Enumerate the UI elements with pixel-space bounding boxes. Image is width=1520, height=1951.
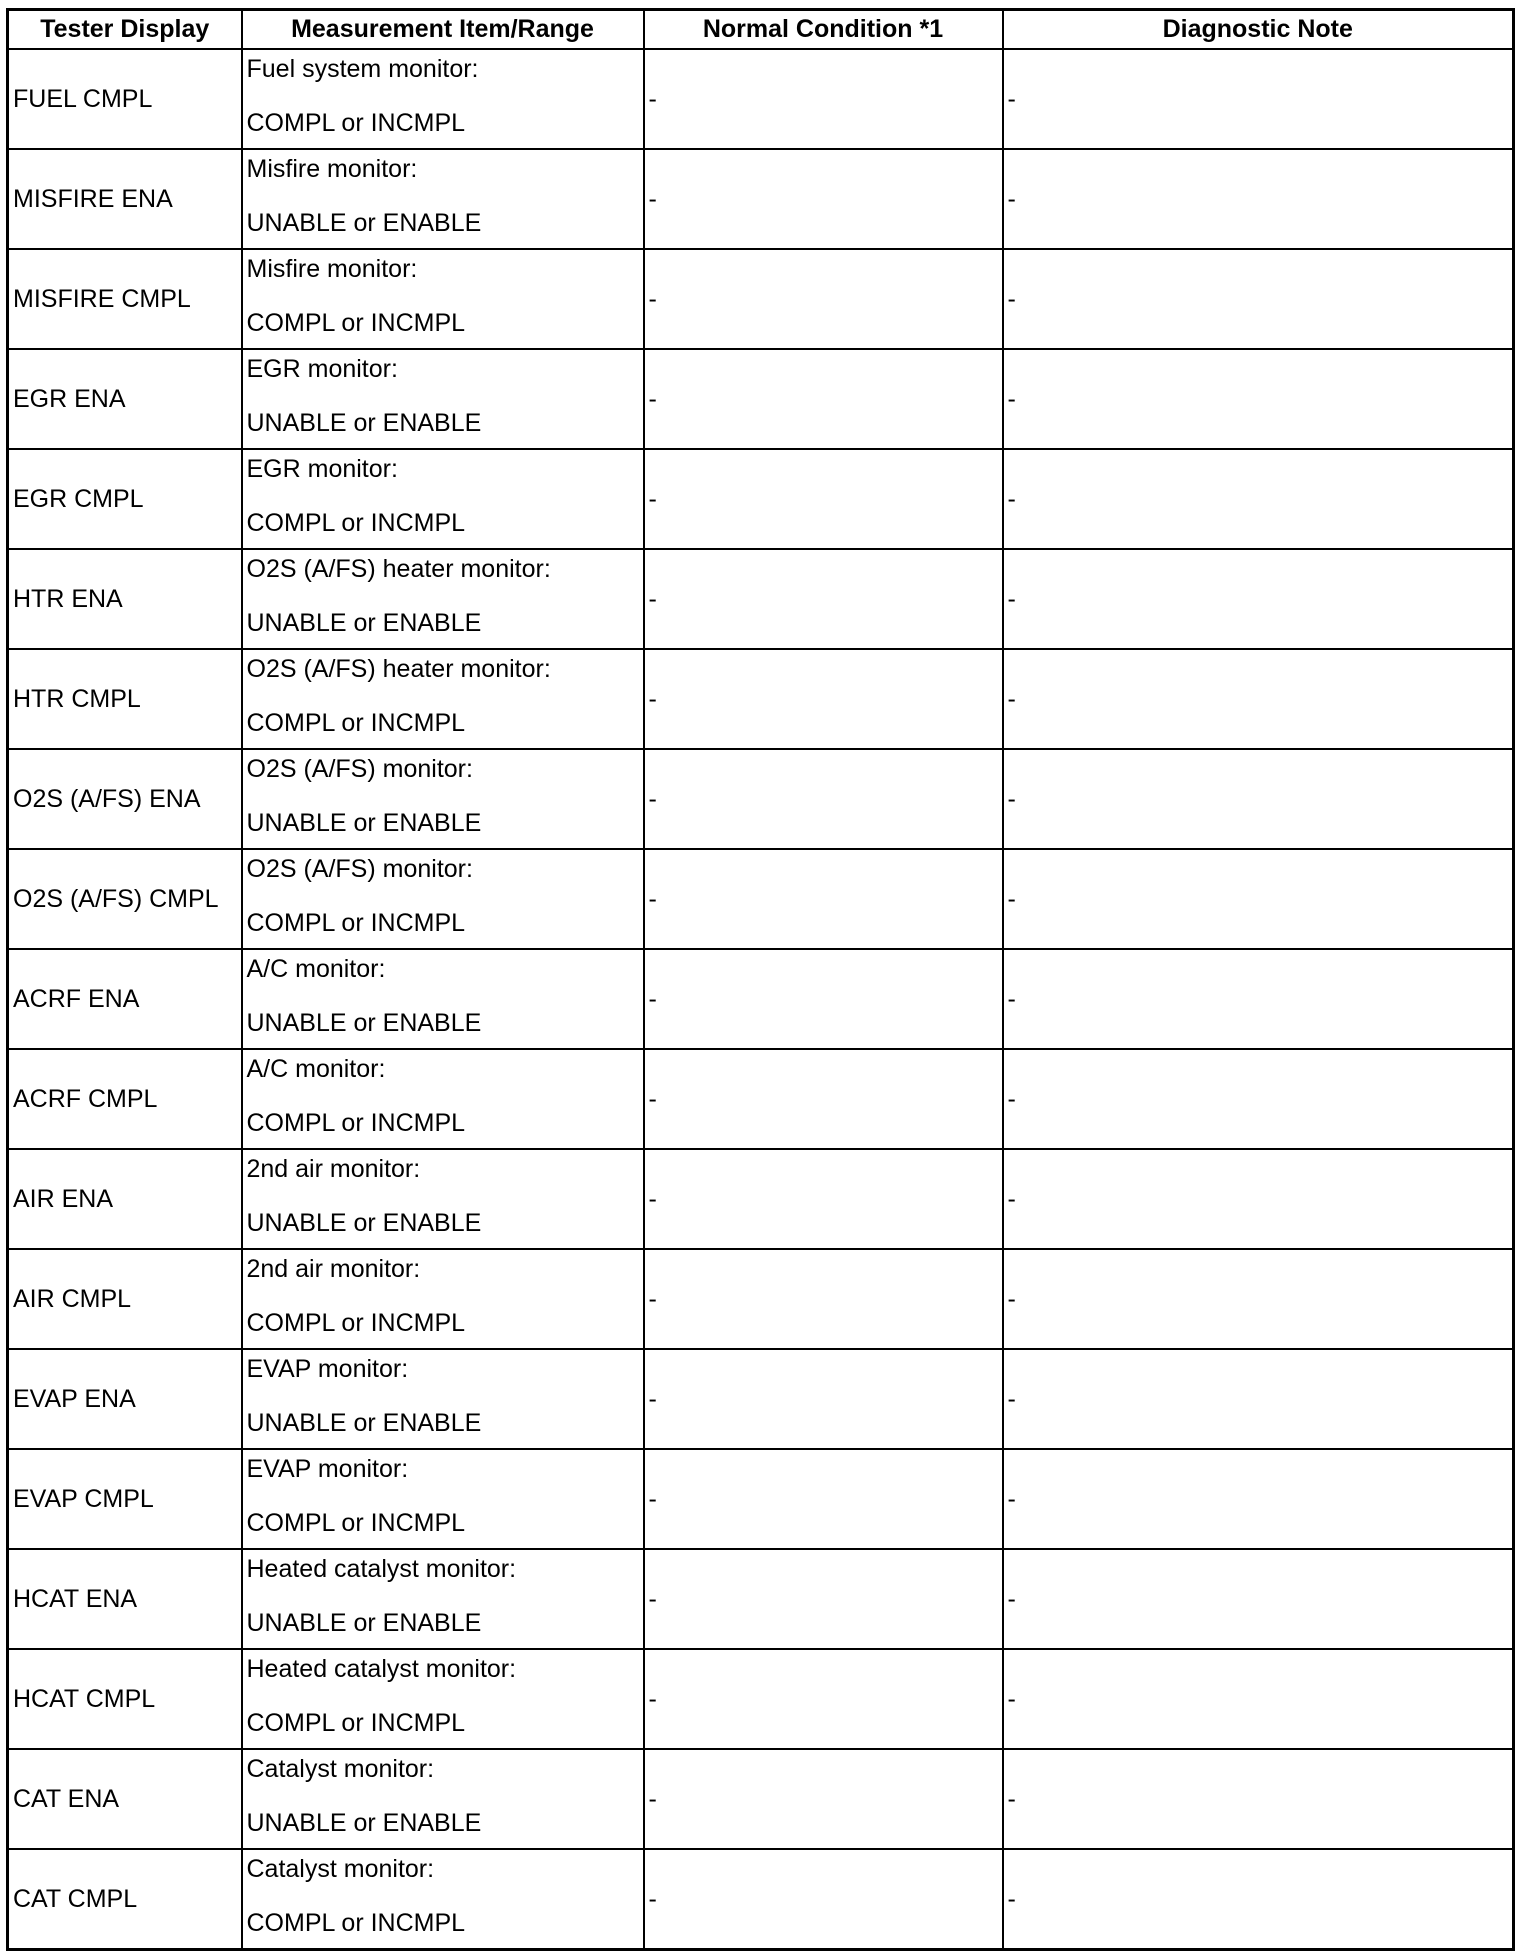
measurement-range-values: COMPL or INCMPL: [246, 1509, 466, 1537]
table-row: [8, 149, 1514, 249]
table-body: [8, 49, 1514, 1950]
measurement-item-cell: [242, 1649, 644, 1749]
measurement-item-cell: [242, 749, 644, 849]
diagnostic-note-cell: -: [1003, 1149, 1514, 1249]
measurement-item-cell: [242, 149, 644, 249]
table-header: [8, 10, 1514, 50]
normal-condition-cell: -: [644, 1749, 1003, 1849]
table-row: [8, 749, 1514, 849]
monitor-status-table: [6, 8, 1515, 1951]
tester-display-cell: HCAT CMPL: [8, 1649, 242, 1749]
diagnostic-note-cell: -: [1003, 949, 1514, 1049]
header-row: [8, 10, 1514, 50]
tester-display-cell: MISFIRE ENA: [8, 149, 242, 249]
table-row: [8, 849, 1514, 949]
normal-condition-cell: -: [644, 549, 1003, 649]
measurement-range-values: UNABLE or ENABLE: [246, 209, 482, 237]
diagnostic-note-cell: -: [1003, 1049, 1514, 1149]
measurement-item-label: Catalyst monitor:: [246, 1855, 435, 1883]
diagnostic-note-cell: -: [1003, 149, 1514, 249]
tester-display-cell: HTR ENA: [8, 549, 242, 649]
measurement-item-cell: [242, 349, 644, 449]
measurement-range-values: UNABLE or ENABLE: [246, 409, 482, 437]
measurement-range-values: COMPL or INCMPL: [246, 109, 466, 137]
diagnostic-note-cell: -: [1003, 1349, 1514, 1449]
tester-display-cell: EGR CMPL: [8, 449, 242, 549]
measurement-item-label: O2S (A/FS) heater monitor:: [246, 555, 551, 583]
diagnostic-note-cell: -: [1003, 849, 1514, 949]
tester-display-cell: ACRF CMPL: [8, 1049, 242, 1149]
tester-display-cell: AIR ENA: [8, 1149, 242, 1249]
measurement-range-values: UNABLE or ENABLE: [246, 1009, 482, 1037]
table-row: [8, 1749, 1514, 1849]
tester-display-cell: MISFIRE CMPL: [8, 249, 242, 349]
table-row: [8, 1349, 1514, 1449]
tester-display-cell: EVAP CMPL: [8, 1449, 242, 1549]
measurement-range-values: UNABLE or ENABLE: [246, 1209, 482, 1237]
measurement-item-label: Heated catalyst monitor:: [246, 1655, 517, 1683]
measurement-range-values: UNABLE or ENABLE: [246, 1609, 482, 1637]
diagnostic-note-cell: -: [1003, 249, 1514, 349]
diagnostic-note-cell: -: [1003, 1249, 1514, 1349]
normal-condition-cell: -: [644, 1349, 1003, 1449]
measurement-range-values: COMPL or INCMPL: [246, 509, 466, 537]
measurement-item-label: EGR monitor:: [246, 355, 398, 383]
table-row: [8, 1649, 1514, 1749]
diagnostic-note-cell: -: [1003, 1549, 1514, 1649]
diagnostic-note-cell: -: [1003, 1649, 1514, 1749]
measurement-item-label: 2nd air monitor:: [246, 1155, 421, 1183]
diagnostic-note-cell: -: [1003, 1849, 1514, 1950]
diagnostic-note-cell: -: [1003, 549, 1514, 649]
measurement-range-values: COMPL or INCMPL: [246, 709, 466, 737]
normal-condition-cell: -: [644, 649, 1003, 749]
normal-condition-cell: -: [644, 149, 1003, 249]
measurement-item-cell: [242, 249, 644, 349]
measurement-item-label: Misfire monitor:: [246, 255, 418, 283]
measurement-item-cell: [242, 1849, 644, 1950]
header-tester-display: Tester Display: [8, 10, 242, 50]
tester-display-cell: FUEL CMPL: [8, 49, 242, 149]
tester-display-cell: EVAP ENA: [8, 1349, 242, 1449]
diagnostic-note-cell: -: [1003, 1749, 1514, 1849]
normal-condition-cell: -: [644, 1449, 1003, 1549]
normal-condition-cell: -: [644, 449, 1003, 549]
normal-condition-cell: -: [644, 349, 1003, 449]
measurement-item-cell: [242, 849, 644, 949]
normal-condition-cell: -: [644, 749, 1003, 849]
table-row: [8, 949, 1514, 1049]
measurement-item-label: Catalyst monitor:: [246, 1755, 435, 1783]
measurement-item-label: A/C monitor:: [246, 1055, 386, 1083]
normal-condition-cell: -: [644, 1249, 1003, 1349]
tester-display-cell: O2S (A/FS) CMPL: [8, 849, 242, 949]
header-measurement-item: Measurement Item/Range: [242, 10, 644, 50]
measurement-item-cell: [242, 949, 644, 1049]
header-normal-condition: Normal Condition *1: [644, 10, 1003, 50]
measurement-range-values: UNABLE or ENABLE: [246, 1809, 482, 1837]
measurement-range-values: COMPL or INCMPL: [246, 309, 466, 337]
table-row: [8, 249, 1514, 349]
measurement-range-values: COMPL or INCMPL: [246, 1909, 466, 1937]
measurement-item-cell: [242, 549, 644, 649]
measurement-item-cell: [242, 1049, 644, 1149]
normal-condition-cell: -: [644, 1549, 1003, 1649]
diagnostic-note-cell: -: [1003, 349, 1514, 449]
measurement-item-label: 2nd air monitor:: [246, 1255, 421, 1283]
measurement-item-cell: [242, 1149, 644, 1249]
measurement-range-values: COMPL or INCMPL: [246, 1309, 466, 1337]
tester-display-cell: CAT ENA: [8, 1749, 242, 1849]
diagnostic-note-cell: -: [1003, 649, 1514, 749]
measurement-range-values: UNABLE or ENABLE: [246, 609, 482, 637]
measurement-item-label: O2S (A/FS) heater monitor:: [246, 655, 551, 683]
measurement-item-cell: [242, 1249, 644, 1349]
table-row: [8, 449, 1514, 549]
table-row: [8, 49, 1514, 149]
diagnostic-note-cell: -: [1003, 49, 1514, 149]
measurement-range-values: UNABLE or ENABLE: [246, 1409, 482, 1437]
table-row: [8, 1449, 1514, 1549]
table-row: [8, 1049, 1514, 1149]
tester-display-cell: CAT CMPL: [8, 1849, 242, 1950]
diagnostic-note-cell: -: [1003, 749, 1514, 849]
table-row: [8, 1549, 1514, 1649]
normal-condition-cell: -: [644, 1049, 1003, 1149]
measurement-item-label: EGR monitor:: [246, 455, 398, 483]
tester-display-cell: HTR CMPL: [8, 649, 242, 749]
measurement-range-values: COMPL or INCMPL: [246, 1709, 466, 1737]
tester-display-cell: EGR ENA: [8, 349, 242, 449]
table-row: [8, 1149, 1514, 1249]
normal-condition-cell: -: [644, 849, 1003, 949]
measurement-range-values: COMPL or INCMPL: [246, 1109, 466, 1137]
measurement-item-label: Misfire monitor:: [246, 155, 418, 183]
measurement-item-cell: [242, 1549, 644, 1649]
normal-condition-cell: -: [644, 949, 1003, 1049]
measurement-item-label: Heated catalyst monitor:: [246, 1555, 517, 1583]
tester-display-cell: O2S (A/FS) ENA: [8, 749, 242, 849]
normal-condition-cell: -: [644, 1649, 1003, 1749]
measurement-item-label: EVAP monitor:: [246, 1455, 409, 1483]
measurement-item-label: A/C monitor:: [246, 955, 386, 983]
measurement-item-label: O2S (A/FS) monitor:: [246, 755, 473, 783]
measurement-item-cell: [242, 1449, 644, 1549]
measurement-item-cell: [242, 1349, 644, 1449]
normal-condition-cell: -: [644, 1849, 1003, 1950]
tester-display-cell: AIR CMPL: [8, 1249, 242, 1349]
diagnostic-note-cell: -: [1003, 449, 1514, 549]
measurement-item-cell: [242, 1749, 644, 1849]
normal-condition-cell: -: [644, 249, 1003, 349]
tester-display-cell: HCAT ENA: [8, 1549, 242, 1649]
tester-display-cell: ACRF ENA: [8, 949, 242, 1049]
measurement-item-label: Fuel system monitor:: [246, 55, 479, 83]
normal-condition-cell: -: [644, 49, 1003, 149]
measurement-item-label: O2S (A/FS) monitor:: [246, 855, 473, 883]
monitor-status-table-container: [6, 8, 1512, 1951]
normal-condition-cell: -: [644, 1149, 1003, 1249]
table-row: [8, 349, 1514, 449]
measurement-range-values: UNABLE or ENABLE: [246, 809, 482, 837]
measurement-item-cell: [242, 449, 644, 549]
measurement-item-cell: [242, 49, 644, 149]
measurement-item-label: EVAP monitor:: [246, 1355, 409, 1383]
diagnostic-note-cell: -: [1003, 1449, 1514, 1549]
table-row: [8, 1249, 1514, 1349]
measurement-range-values: COMPL or INCMPL: [246, 909, 466, 937]
header-diagnostic-note: Diagnostic Note: [1003, 10, 1514, 50]
table-row: [8, 649, 1514, 749]
table-row: [8, 549, 1514, 649]
measurement-item-cell: [242, 649, 644, 749]
table-row: [8, 1849, 1514, 1950]
